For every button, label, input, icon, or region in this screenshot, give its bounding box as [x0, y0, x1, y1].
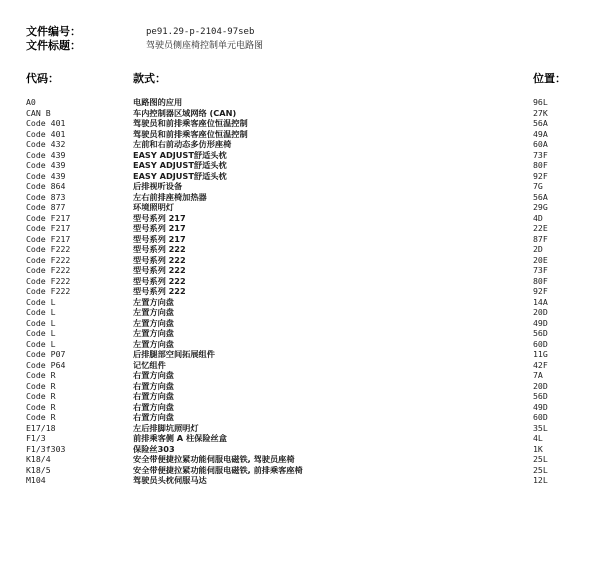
- row-code: Code R: [26, 391, 56, 401]
- row-description: 驾驶员头枕伺服马达: [133, 475, 207, 485]
- row-code: M104: [26, 475, 46, 485]
- table-row: [26, 307, 586, 318]
- row-code: Code 432: [26, 139, 66, 149]
- table-row: [26, 286, 586, 297]
- row-position: 20E: [533, 254, 548, 265]
- row-code: F1/3f303: [26, 443, 66, 454]
- row-code: Code F222: [26, 275, 71, 286]
- table-row: [26, 160, 586, 171]
- row-description: 右置方向盘: [133, 380, 174, 391]
- row-code: K18/5: [26, 464, 51, 475]
- document-title-label: 文件标题：: [26, 39, 81, 52]
- table-row: [26, 454, 586, 465]
- table-row: [26, 234, 586, 245]
- table-row: [26, 244, 586, 255]
- row-code: CAN B: [26, 107, 51, 118]
- row-description: 型号系列 222: [133, 265, 186, 275]
- row-position: 60D: [533, 338, 548, 349]
- row-code: Code L: [26, 328, 56, 338]
- row-code: Code F217: [26, 233, 71, 244]
- row-position: 1K: [533, 443, 543, 454]
- row-position: 56A: [533, 191, 548, 202]
- document-title-value: 驾驶员侧座椅控制单元电路图: [146, 41, 264, 51]
- row-description: 后排腿部空间拓展组件: [133, 349, 215, 359]
- document-number-label: 文件编号：: [26, 25, 81, 38]
- row-description: 型号系列 222: [133, 254, 186, 265]
- row-position: 20D: [533, 307, 548, 317]
- table-row: [26, 118, 586, 129]
- table-row: [26, 192, 586, 203]
- row-description: 型号系列 217: [133, 212, 186, 223]
- row-description: 左右前排座椅加热器: [133, 191, 207, 202]
- row-description: 环境照明灯: [133, 202, 174, 212]
- row-description: 驾驶员和前排乘客座位恒温控制: [133, 128, 248, 139]
- row-position: 92F: [533, 170, 548, 181]
- row-description: 左置方向盘: [133, 328, 174, 338]
- row-description: 左置方向盘: [133, 296, 174, 307]
- row-code: Code 439: [26, 160, 66, 170]
- row-position: 4L: [533, 433, 543, 443]
- row-position: 42F: [533, 359, 548, 370]
- row-description: 驾驶员和前排乘客座位恒温控制: [133, 118, 248, 128]
- row-position: 29G: [533, 202, 548, 212]
- row-position: 56D: [533, 328, 548, 338]
- row-code: K18/4: [26, 454, 51, 464]
- row-position: 35L: [533, 422, 548, 433]
- row-code: Code P64: [26, 359, 66, 370]
- row-description: 右置方向盘: [133, 391, 174, 401]
- row-description: 后排视听设备: [133, 181, 183, 191]
- component-table: [26, 97, 586, 486]
- row-description: EASY ADJUST舒适头枕: [133, 170, 227, 181]
- row-position: 7G: [533, 181, 543, 191]
- table-row: [26, 318, 586, 329]
- row-description: EASY ADJUST舒适头枕: [133, 160, 227, 170]
- row-position: 87F: [533, 233, 548, 244]
- table-row: [26, 276, 586, 287]
- table-row: [26, 444, 586, 455]
- row-position: 80F: [533, 160, 548, 170]
- table-row: [26, 465, 586, 476]
- row-description: 右置方向盘: [133, 370, 174, 380]
- table-header: [26, 72, 578, 86]
- row-description: 型号系列 222: [133, 286, 186, 296]
- header-code: 代码：: [26, 72, 59, 85]
- table-row: [26, 202, 586, 213]
- row-position: 56A: [533, 118, 548, 128]
- row-description: 型号系列 222: [133, 275, 186, 286]
- row-code: Code R: [26, 380, 56, 391]
- row-position: 92F: [533, 286, 548, 296]
- table-row: [26, 360, 586, 371]
- row-description: 安全带便捷拉紧功能伺服电磁铁, 前排乘客座椅: [133, 464, 303, 475]
- row-description: 左置方向盘: [133, 307, 174, 317]
- table-row: [26, 391, 586, 402]
- row-position: 14A: [533, 296, 548, 307]
- row-description: EASY ADJUST舒适头枕: [133, 149, 227, 160]
- table-row: [26, 433, 586, 444]
- document-number-row: [26, 25, 586, 39]
- row-code: Code R: [26, 370, 56, 380]
- table-row: [26, 297, 586, 308]
- header-position: 位置：: [533, 72, 566, 85]
- row-position: 7A: [533, 370, 543, 380]
- header-description: 款式：: [133, 72, 166, 85]
- row-code: Code P07: [26, 349, 66, 359]
- row-description: 左置方向盘: [133, 317, 174, 328]
- row-description: 型号系列 217: [133, 233, 186, 244]
- table-row: [26, 349, 586, 360]
- row-code: F1/3: [26, 433, 46, 443]
- row-position: 73F: [533, 149, 548, 160]
- row-code: Code L: [26, 317, 56, 328]
- row-position: 49D: [533, 401, 548, 412]
- row-position: 60D: [533, 412, 548, 422]
- row-code: Code L: [26, 307, 56, 317]
- table-row: [26, 181, 586, 192]
- row-code: Code R: [26, 412, 56, 422]
- table-row: [26, 402, 586, 413]
- row-description: 记忆组件: [133, 359, 166, 370]
- row-position: 22E: [533, 223, 548, 233]
- row-code: A0: [26, 97, 36, 107]
- row-code: E17/18: [26, 422, 56, 433]
- document-number-value: pe91.29-p-2104-97seb: [146, 27, 255, 37]
- row-code: Code L: [26, 338, 56, 349]
- row-code: Code F222: [26, 254, 71, 265]
- row-position: 49D: [533, 317, 548, 328]
- table-row: [26, 255, 586, 266]
- row-position: 49A: [533, 128, 548, 139]
- row-position: 11G: [533, 349, 548, 359]
- row-code: Code 873: [26, 191, 66, 202]
- row-description: 保险丝303: [133, 443, 175, 454]
- row-code: Code 439: [26, 170, 66, 181]
- row-description: 车内控制器区域网络 (CAN): [133, 107, 237, 118]
- row-position: 27K: [533, 107, 548, 118]
- table-row: [26, 97, 586, 108]
- row-code: Code F217: [26, 223, 71, 233]
- row-description: 左置方向盘: [133, 338, 174, 349]
- table-row: [26, 129, 586, 140]
- row-position: 12L: [533, 475, 548, 485]
- table-row: [26, 381, 586, 392]
- table-row: [26, 108, 586, 119]
- row-code: Code 401: [26, 118, 66, 128]
- row-position: 56D: [533, 391, 548, 401]
- row-position: 96L: [533, 97, 548, 107]
- row-position: 60A: [533, 139, 548, 149]
- row-description: 前排乘客侧 A 柱保险丝盒: [133, 433, 227, 443]
- row-code: Code L: [26, 296, 56, 307]
- row-position: 20D: [533, 380, 548, 391]
- table-row: [26, 412, 586, 423]
- row-description: 型号系列 222: [133, 244, 186, 254]
- row-description: 型号系列 217: [133, 223, 186, 233]
- row-code: Code 401: [26, 128, 66, 139]
- document-title-row: [26, 39, 586, 53]
- row-code: Code 864: [26, 181, 66, 191]
- table-row: [26, 339, 586, 350]
- row-position: 25L: [533, 454, 548, 464]
- row-description: 右置方向盘: [133, 401, 174, 412]
- table-row: [26, 328, 586, 339]
- row-code: Code 439: [26, 149, 66, 160]
- table-row: [26, 423, 586, 434]
- row-position: 2D: [533, 244, 543, 254]
- table-row: [26, 370, 586, 381]
- row-code: Code F222: [26, 286, 71, 296]
- table-row: [26, 265, 586, 276]
- table-row: [26, 171, 586, 182]
- row-description: 左前和右前动态多仿形座椅: [133, 139, 232, 149]
- table-row: [26, 150, 586, 161]
- row-code: Code F217: [26, 212, 71, 223]
- row-code: Code F222: [26, 265, 71, 275]
- table-row: [26, 223, 586, 234]
- row-description: 安全带便捷拉紧功能伺服电磁铁, 驾驶员座椅: [133, 454, 295, 464]
- table-row: [26, 213, 586, 224]
- row-position: 80F: [533, 275, 548, 286]
- row-code: Code F222: [26, 244, 71, 254]
- row-description: 左后排脚坑照明灯: [133, 422, 199, 433]
- table-row: [26, 475, 586, 486]
- row-code: Code R: [26, 401, 56, 412]
- row-position: 25L: [533, 464, 548, 475]
- row-position: 4D: [533, 212, 543, 223]
- row-description: 右置方向盘: [133, 412, 174, 422]
- row-position: 73F: [533, 265, 548, 275]
- row-description: 电路图的应用: [133, 97, 183, 107]
- table-row: [26, 139, 586, 150]
- row-code: Code 877: [26, 202, 66, 212]
